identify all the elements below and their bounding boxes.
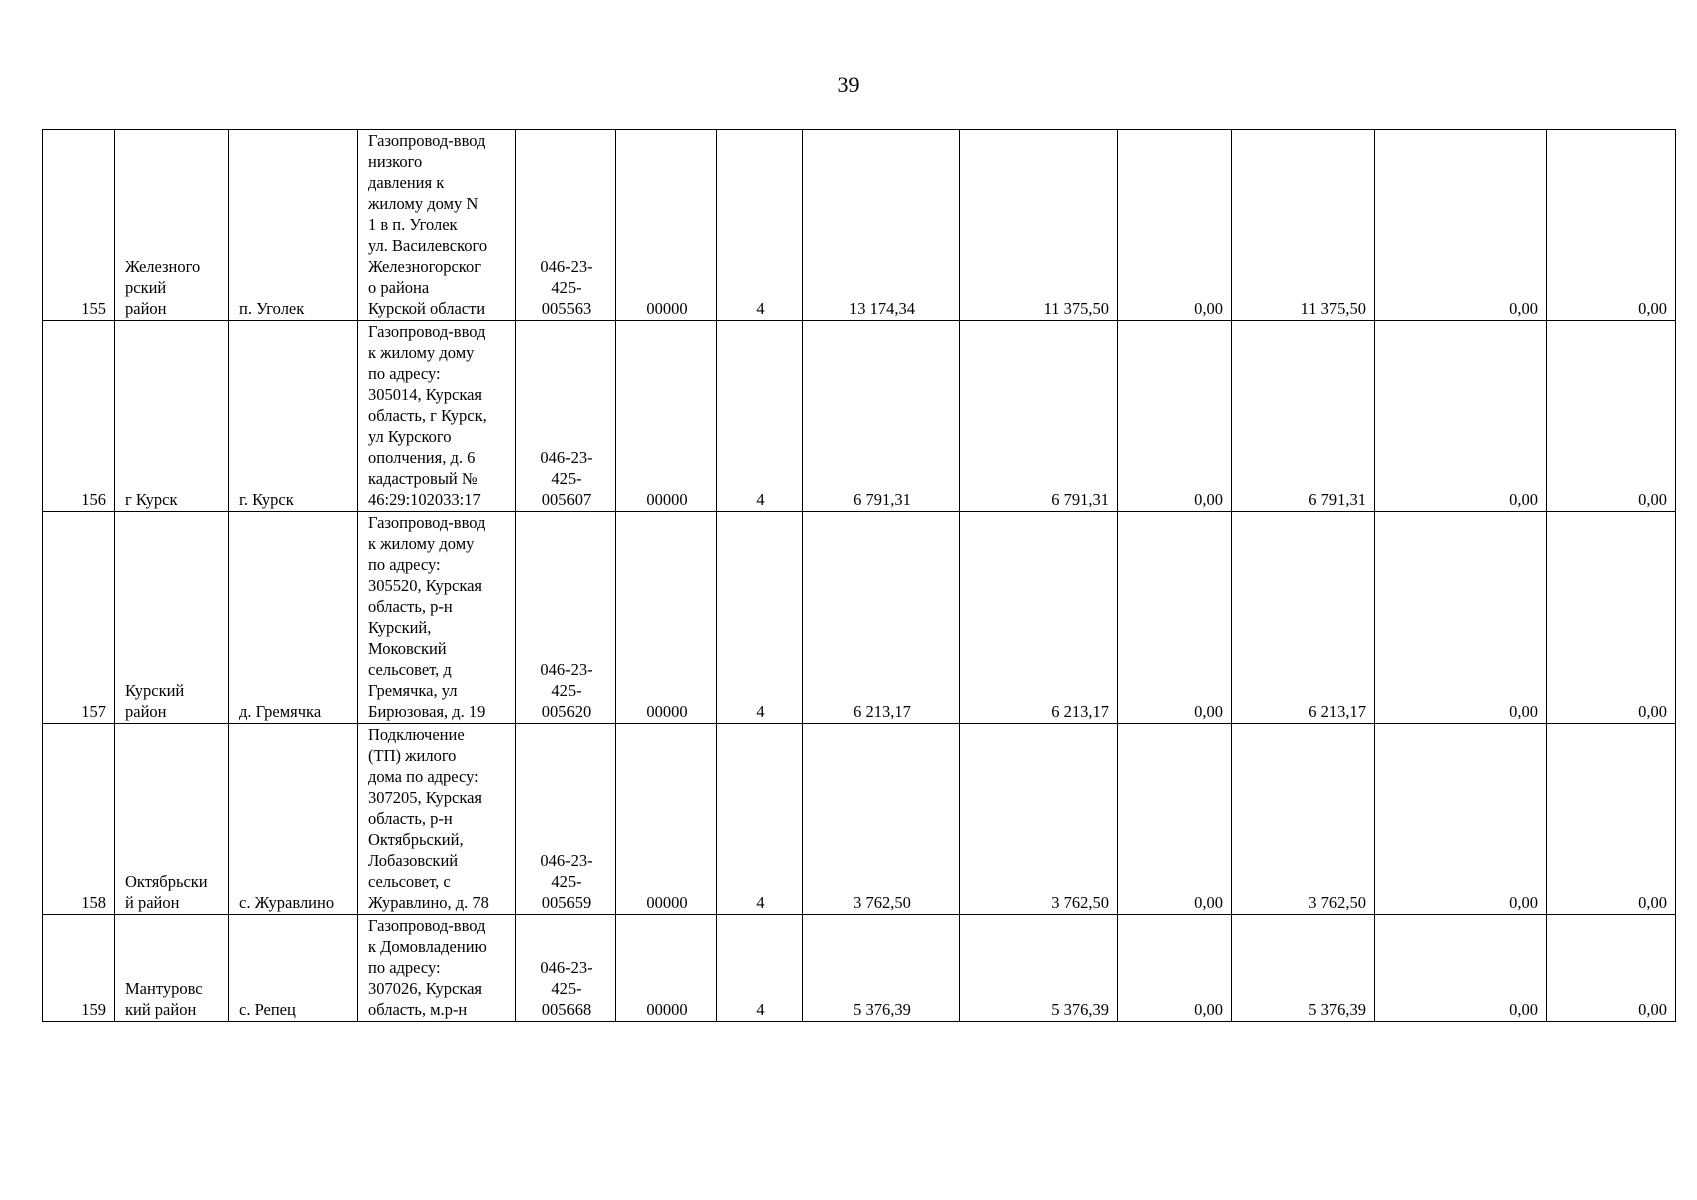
value-5-cell: 0,00 (1547, 512, 1676, 724)
category-cell: 4 (717, 130, 803, 321)
district-cell: г Курск (115, 321, 229, 512)
value-2-cell: 0,00 (1118, 724, 1232, 915)
value-4-cell: 0,00 (1375, 130, 1547, 321)
total-cell: 5 376,39 (803, 915, 960, 1022)
value-5-cell: 0,00 (1547, 321, 1676, 512)
kbk-cell: 00000 (616, 512, 717, 724)
table-row (43, 321, 1676, 512)
kbk-cell: 00000 (616, 724, 717, 915)
row-number-cell: 159 (43, 915, 115, 1022)
value-3-cell: 5 376,39 (1232, 915, 1375, 1022)
code-cell: 046-23- 425- 005668 (516, 915, 616, 1022)
code-cell: 046-23- 425- 005563 (516, 130, 616, 321)
value-1-cell: 5 376,39 (960, 915, 1118, 1022)
object-cell: Газопровод-ввод к жилому дому по адресу: 305014, Курская область, г Курск, ул Курского ополчения, д. 6 кадастровый № 46:29:102033:17 (358, 321, 516, 512)
object-cell: Подключение (ТП) жилого дома по адресу: 307205, Курская область, р-н Октябрьский, Лобазовский сельсовет, с Журавлино, д. 78 (358, 724, 516, 915)
category-cell: 4 (717, 724, 803, 915)
locality-cell: с. Журавлино (229, 724, 358, 915)
value-4-cell: 0,00 (1375, 915, 1547, 1022)
value-1-cell: 3 762,50 (960, 724, 1118, 915)
district-cell: Курский район (115, 512, 229, 724)
kbk-cell: 00000 (616, 130, 717, 321)
value-5-cell: 0,00 (1547, 915, 1676, 1022)
data-table (42, 129, 1676, 1022)
category-cell: 4 (717, 321, 803, 512)
object-cell: Газопровод-ввод низкого давления к жилому дому N 1 в п. Уголек ул. Василевского Железногорског о района Курской области (358, 130, 516, 321)
page-number: 39 (837, 72, 860, 97)
value-1-cell: 11 375,50 (960, 130, 1118, 321)
category-cell: 4 (717, 512, 803, 724)
value-5-cell: 0,00 (1547, 130, 1676, 321)
value-2-cell: 0,00 (1118, 321, 1232, 512)
value-3-cell: 6 791,31 (1232, 321, 1375, 512)
value-1-cell: 6 791,31 (960, 321, 1118, 512)
locality-cell: д. Гремячка (229, 512, 358, 724)
row-number-cell: 157 (43, 512, 115, 724)
value-2-cell: 0,00 (1118, 512, 1232, 724)
value-4-cell: 0,00 (1375, 724, 1547, 915)
kbk-cell: 00000 (616, 915, 717, 1022)
district-cell: Октябрьски й район (115, 724, 229, 915)
locality-cell: г. Курск (229, 321, 358, 512)
value-1-cell: 6 213,17 (960, 512, 1118, 724)
table-row (43, 724, 1676, 915)
value-2-cell: 0,00 (1118, 130, 1232, 321)
row-number-cell: 158 (43, 724, 115, 915)
table-row (43, 512, 1676, 724)
table-row (43, 130, 1676, 321)
total-cell: 3 762,50 (803, 724, 960, 915)
district-cell: Железного рский район (115, 130, 229, 321)
table-row (43, 915, 1676, 1022)
category-cell: 4 (717, 915, 803, 1022)
value-3-cell: 6 213,17 (1232, 512, 1375, 724)
row-number-cell: 155 (43, 130, 115, 321)
total-cell: 6 791,31 (803, 321, 960, 512)
object-cell: Газопровод-ввод к жилому дому по адресу: 305520, Курская область, р-н Курский, Моковский сельсовет, д Гремячка, ул Бирюзовая, д. 19 (358, 512, 516, 724)
kbk-cell: 00000 (616, 321, 717, 512)
value-5-cell: 0,00 (1547, 724, 1676, 915)
code-cell: 046-23- 425- 005607 (516, 321, 616, 512)
code-cell: 046-23- 425- 005620 (516, 512, 616, 724)
value-4-cell: 0,00 (1375, 321, 1547, 512)
code-cell: 046-23- 425- 005659 (516, 724, 616, 915)
value-2-cell: 0,00 (1118, 915, 1232, 1022)
object-cell: Газопровод-ввод к Домовладению по адресу: 307026, Курская область, м.р-н (358, 915, 516, 1022)
value-3-cell: 11 375,50 (1232, 130, 1375, 321)
locality-cell: п. Уголек (229, 130, 358, 321)
row-number-cell: 156 (43, 321, 115, 512)
district-cell: Мантуровс кий район (115, 915, 229, 1022)
value-3-cell: 3 762,50 (1232, 724, 1375, 915)
total-cell: 13 174,34 (803, 130, 960, 321)
value-4-cell: 0,00 (1375, 512, 1547, 724)
locality-cell: с. Репец (229, 915, 358, 1022)
total-cell: 6 213,17 (803, 512, 960, 724)
